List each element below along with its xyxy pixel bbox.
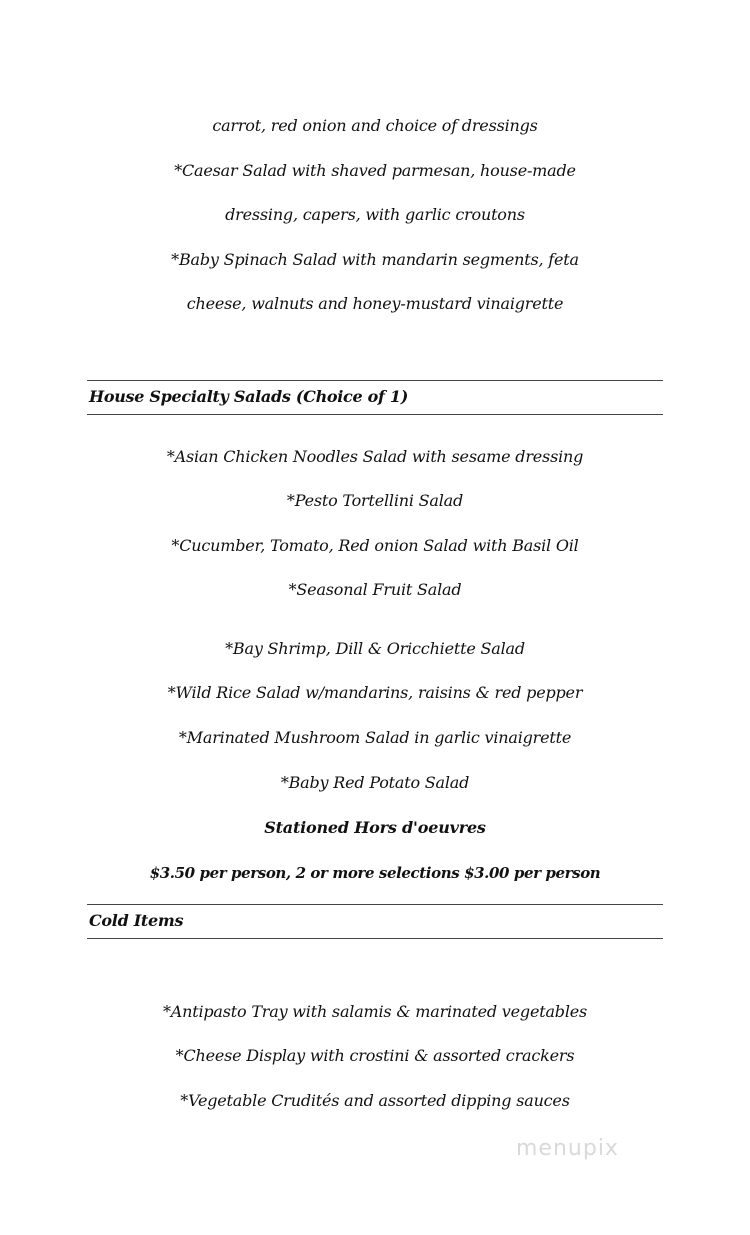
menu-item: *Wild Rice Salad w/mandarins, raisins & red pepper [167, 683, 583, 702]
stationed-heading: Stationed Hors d'oeuvres [264, 818, 486, 837]
menu-item: *Vegetable Crudités and assorted dipping sauces [180, 1091, 570, 1110]
menu-item: *Cucumber, Tomato, Red onion Salad with Basil Oil [171, 536, 579, 555]
menu-item: *Antipasto Tray with salamis & marinated vegetables [162, 1002, 588, 1021]
menu-line: carrot, red onion and choice of dressings [212, 116, 538, 135]
menu-line: *Baby Spinach Salad with mandarin segments, feta [171, 250, 579, 269]
menu-item: *Asian Chicken Noodles Salad with sesame dressing [166, 447, 584, 466]
menu-item: *Pesto Tortellini Salad [286, 491, 464, 510]
section-title: House Specialty Salads (Choice of 1) [89, 387, 408, 406]
menu-item: *Seasonal Fruit Salad [288, 580, 462, 599]
menu-item: *Bay Shrimp, Dill & Oricchiette Salad [225, 639, 525, 658]
menu-item: *Marinated Mushroom Salad in garlic vinaigrette [178, 728, 572, 747]
menu-line: dressing, capers, with garlic croutons [225, 205, 525, 224]
menu-line: cheese, walnuts and honey-mustard vinaigrette [186, 294, 564, 313]
menu-item: *Cheese Display with crostini & assorted crackers [175, 1046, 575, 1065]
watermark-logo: menupix [516, 1136, 619, 1161]
section-header-specialty-salads [87, 380, 663, 415]
stationed-price: $3.50 per person, 2 or more selections $3.00 per person [149, 864, 601, 882]
menu-line: *Caesar Salad with shaved parmesan, house-made [174, 161, 576, 180]
menu-item: *Baby Red Potato Salad [280, 773, 470, 792]
section-title: Cold Items [89, 911, 184, 930]
section-header-cold-items [87, 904, 663, 939]
